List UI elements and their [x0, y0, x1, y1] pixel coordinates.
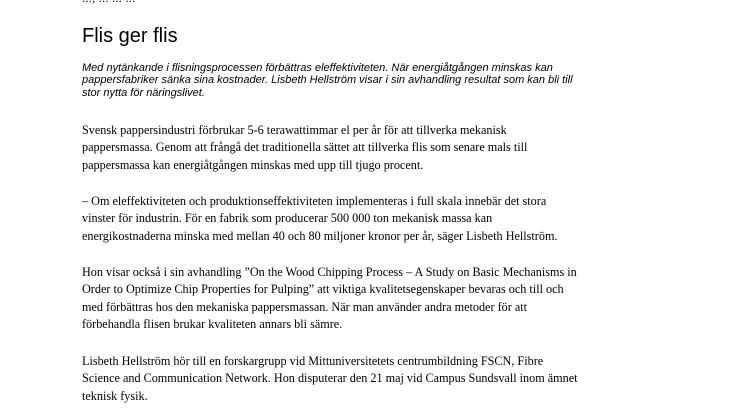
paragraph-line: Science and Communication Network. Hon disputerar den 21 maj vid Campus Sundsvall inom ämnet	[82, 371, 578, 386]
cut-off-text-line	[82, 0, 135, 5]
paragraph-line: vinster för industrin. För en fabrik som producerar 500 000 ton mekanisk massa kan	[82, 211, 493, 226]
body-paragraph-4	[82, 353, 682, 405]
body-paragraph-3	[82, 264, 682, 333]
lead-line: pappersfabriker sänka sina kostnader. Lisbeth Hellström visar i sin avhandling resultat som kan bli till	[82, 74, 573, 87]
body-paragraph-1	[82, 122, 682, 174]
paragraph-line: med förbättras hos den mekaniska pappersmassan. När man använder andra metoder för att	[82, 299, 528, 314]
paragraph-line: teknisk fysik.	[82, 388, 148, 403]
paragraph-line: energikostnaderna minska med mellan 40 och 80 miljoner kronor per år, säger Lisbeth Hellström.	[82, 228, 558, 243]
body-paragraph-2	[82, 193, 682, 245]
paragraph-line: pappersmassa kan energiåtgången minskas med upp till tjugo procent.	[82, 157, 424, 172]
paragraph-line: Order to Optimize Chip Properties for Pulping” att viktiga kvalitetsegenskaper bevaras och till och	[82, 282, 564, 297]
paragraph-line: Hon visar också i sin avhandling ”On the Wood Chipping Process – A Study on Basic Mechanisms in	[82, 265, 577, 279]
paragraph-line: Lisbeth Hellström hör till en forskargrupp vid Mittuniversitetets centrumbildning FSCN, Fibre	[82, 354, 544, 368]
paragraph-line: – Om eleffektiviteten och produktionseffektiviteten implementeras i full skala innebär det stora	[82, 194, 547, 208]
paragraph-line: pappersmassa. Genom att frångå det traditionella sättet att tillverka flis som senare mals till	[82, 140, 528, 155]
lead-line: stor nytta för näringslivet.	[82, 86, 205, 99]
paragraph-line: Svensk pappersindustri förbrukar 5-6 terawattimmar el per år för att tillverka mekanisk	[82, 123, 507, 137]
paragraph-line: förbehandla flisen brukar kvaliteten annars bli sämre.	[82, 316, 343, 331]
lead-line: Med nytänkande i flisningsprocessen förbättras eleffektiviteten. När energiåtgången minskas kan	[82, 62, 553, 74]
article-title: Flis ger flis	[82, 25, 178, 47]
article-lead	[82, 62, 672, 99]
